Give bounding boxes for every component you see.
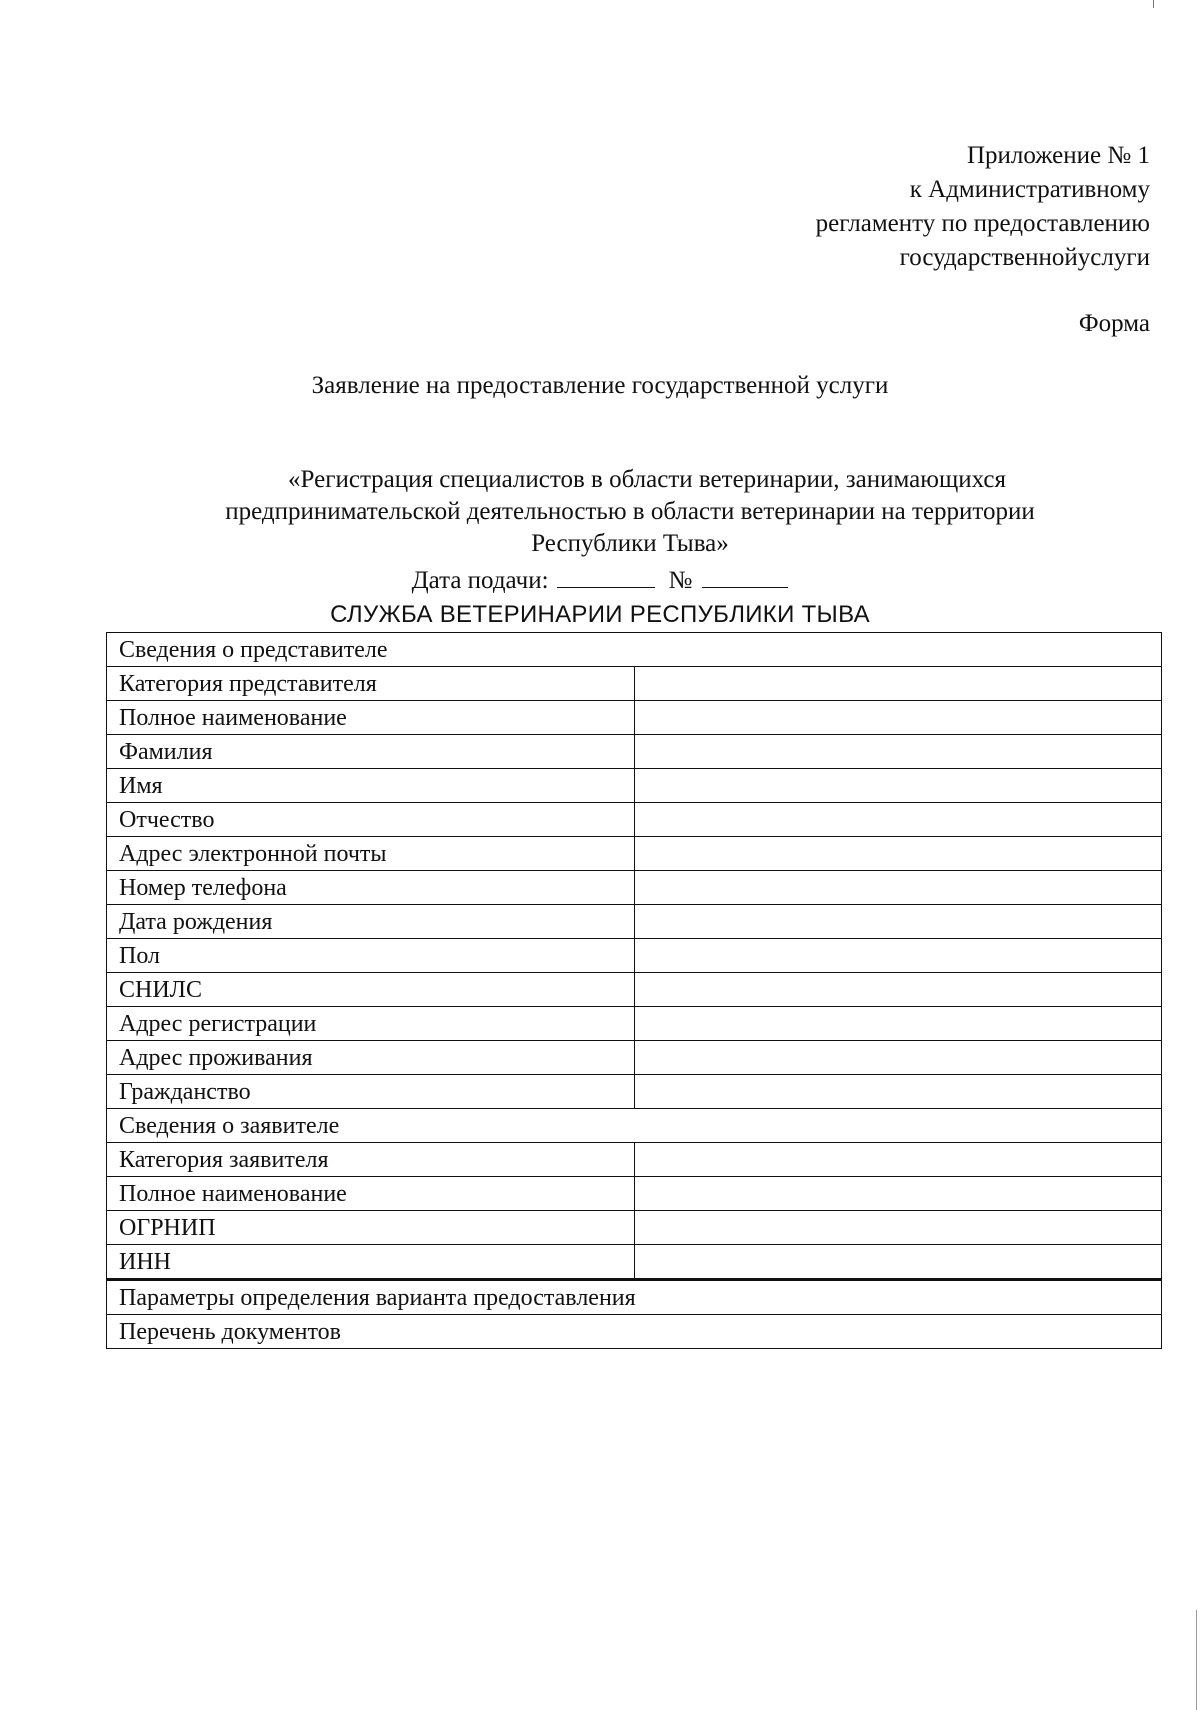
field-label: СНИЛС: [107, 973, 635, 1007]
field-value-cell[interactable]: [634, 1075, 1162, 1109]
service-name-line: Республики Тыва»: [531, 530, 729, 557]
field-label: Отчество: [107, 803, 635, 837]
section-header: Параметры определения варианта предоставления: [107, 1280, 1162, 1315]
table-row: [107, 1177, 1162, 1211]
field-label: Полное наименование: [107, 1177, 635, 1211]
field-label: ОГРНИП: [107, 1211, 635, 1245]
field-value-cell[interactable]: [634, 701, 1162, 735]
form-label: Форма: [1078, 310, 1150, 337]
table-row: [107, 803, 1162, 837]
appendix-reference: регламенту по предоставлению: [815, 210, 1150, 237]
scan-edge-mark: [1196, 1610, 1197, 1710]
field-value-cell[interactable]: [634, 871, 1162, 905]
parameters-row: [107, 1280, 1162, 1315]
appendix-header: [816, 139, 1150, 275]
field-value-cell[interactable]: [634, 803, 1162, 837]
field-label: Номер телефона: [107, 871, 635, 905]
field-label: Дата рождения: [107, 905, 635, 939]
statement-title: Заявление на предоставление государственной услуги: [311, 372, 889, 399]
appendix-reference: к Административному: [909, 176, 1150, 203]
section-header: Сведения о представителе: [107, 633, 1162, 667]
table-row: [107, 1007, 1162, 1041]
submission-date-field[interactable]: [557, 565, 655, 588]
field-label: ИНН: [107, 1245, 635, 1280]
field-value-cell[interactable]: [634, 905, 1162, 939]
table-row: [107, 871, 1162, 905]
table-row: [107, 973, 1162, 1007]
table-row: [107, 1143, 1162, 1177]
table-row: [107, 1245, 1162, 1280]
field-label: Полное наименование: [107, 701, 635, 735]
table-row: [107, 837, 1162, 871]
field-value-cell[interactable]: [634, 973, 1162, 1007]
field-label: Пол: [107, 939, 635, 973]
application-table: [106, 632, 1162, 1349]
service-name-line: «Регистрация специалистов в области ветеринарии, занимающихся: [288, 466, 1006, 493]
field-value-cell[interactable]: [634, 1007, 1162, 1041]
submission-line: [0, 565, 1200, 597]
table-row: [107, 939, 1162, 973]
submission-date-label: Дата подачи:: [411, 567, 549, 594]
field-value-cell[interactable]: [634, 1143, 1162, 1177]
scan-edge-mark: [1153, 0, 1154, 8]
table-row: [107, 1211, 1162, 1245]
field-value-cell[interactable]: [634, 939, 1162, 973]
section-header: Сведения о заявителе: [107, 1109, 1162, 1143]
table-row: [107, 905, 1162, 939]
representative-section-row: [107, 633, 1162, 667]
field-label: Адрес регистрации: [107, 1007, 635, 1041]
field-label: Адрес электронной почты: [107, 837, 635, 871]
agency-name: СЛУЖБА ВЕТЕРИНАРИИ РЕСПУБЛИКИ ТЫВА: [330, 601, 870, 628]
appendix-reference: государственнойуслуги: [899, 244, 1150, 271]
field-value-cell[interactable]: [634, 1041, 1162, 1075]
field-label: Гражданство: [107, 1075, 635, 1109]
field-label: Имя: [107, 769, 635, 803]
service-name-line: предпринимательской деятельностью в области ветеринарии на территории: [225, 498, 1035, 525]
submission-number-field[interactable]: [702, 565, 788, 588]
field-label: Категория заявителя: [107, 1143, 635, 1177]
field-value-cell[interactable]: [634, 769, 1162, 803]
field-label: Категория представителя: [107, 667, 635, 701]
field-label: Фамилия: [107, 735, 635, 769]
table-row: [107, 769, 1162, 803]
documents-row: [107, 1315, 1162, 1349]
field-label: Адрес проживания: [107, 1041, 635, 1075]
field-value-cell[interactable]: [634, 1177, 1162, 1211]
service-name: [150, 464, 1110, 560]
section-header: Перечень документов: [107, 1315, 1162, 1349]
field-value-cell[interactable]: [634, 735, 1162, 769]
field-value-cell[interactable]: [634, 837, 1162, 871]
table-row: [107, 735, 1162, 769]
field-value-cell[interactable]: [634, 1211, 1162, 1245]
table-row: [107, 701, 1162, 735]
applicant-section-row: [107, 1109, 1162, 1143]
appendix-number: Приложение № 1: [966, 142, 1150, 169]
submission-number-label: №: [668, 567, 693, 594]
table-row: [107, 667, 1162, 701]
field-value-cell[interactable]: [634, 667, 1162, 701]
table-row: [107, 1075, 1162, 1109]
table-row: [107, 1041, 1162, 1075]
field-value-cell[interactable]: [634, 1245, 1162, 1280]
